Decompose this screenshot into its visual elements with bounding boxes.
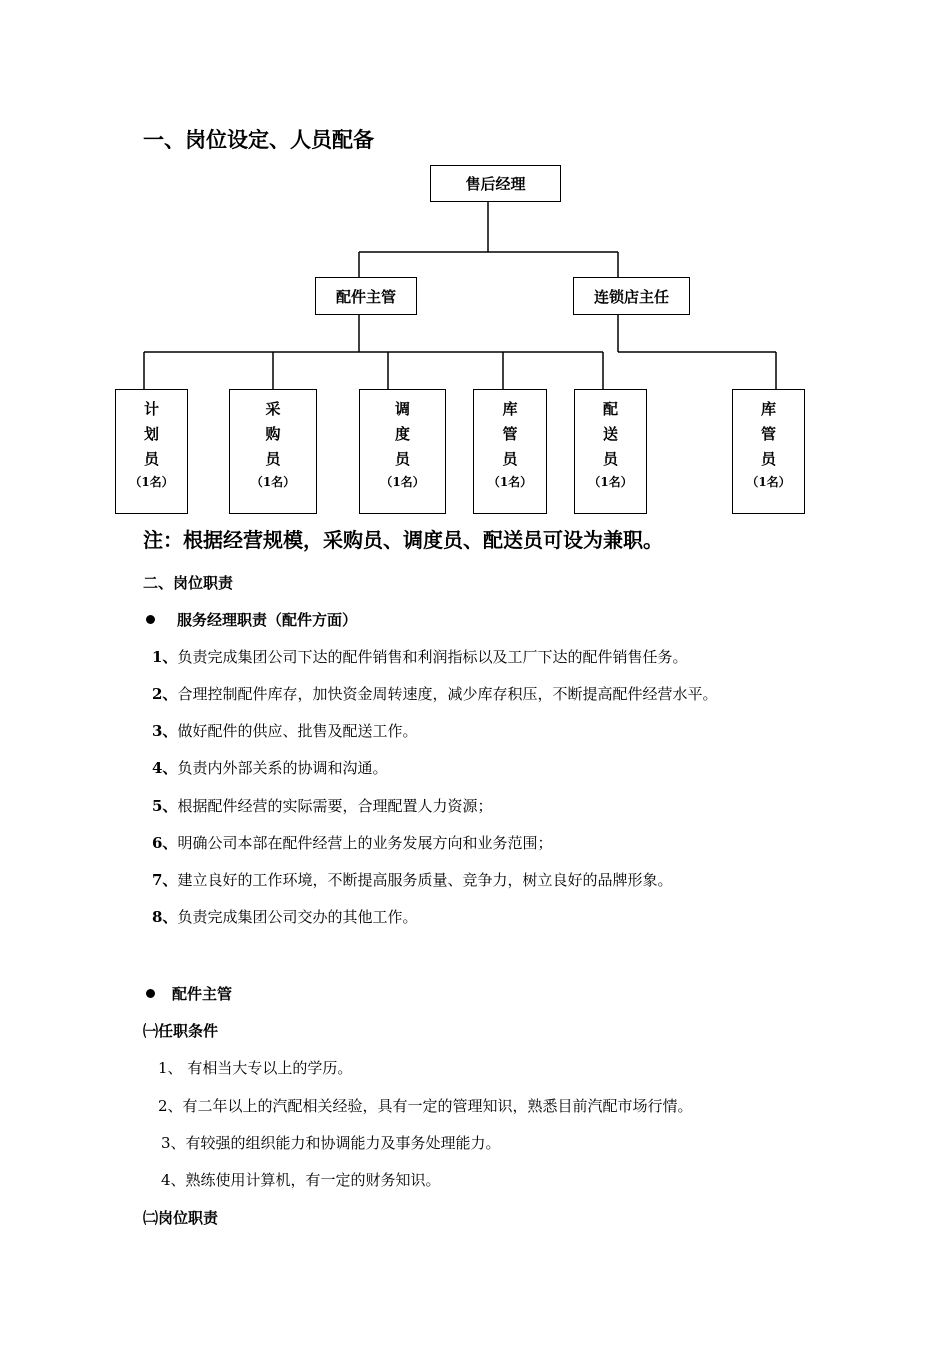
org-box-delivery: 配 送 员 （1名） [574, 389, 647, 514]
qualification-item: 4、熟练使用计算机，有一定的财务知识。 [161, 1171, 441, 1189]
manager-duty-item: 7、建立良好的工作环境，不断提高服务质量、竞争力，树立良好的品牌形象。 [152, 871, 673, 889]
page-heading: 一、岗位设定、人员配备 [143, 127, 374, 152]
staffing-note: 注：根据经营规模，采购员、调度员、配送员可设为兼职。 [143, 528, 663, 552]
org-box-purchaser: 采 购 员 （1名） [229, 389, 317, 514]
qualifications-title: ㈠任职条件 [143, 1022, 219, 1040]
org-box-chain-store-director: 连锁店主任 [573, 277, 690, 315]
manager-duty-item: 2、合理控制配件库存，加快资金周转速度，减少库存积压，不断提高配件经营水平。 [152, 685, 718, 703]
manager-duty-item: 4、负责内外部关系的协调和沟通。 [152, 759, 388, 777]
org-box-parts-supervisor: 配件主管 [315, 277, 417, 315]
manager-duty-item: 3、做好配件的供应、批售及配送工作。 [152, 722, 418, 740]
manager-duty-item: 6、明确公司本部在配件经营上的业务发展方向和业务范围； [152, 834, 553, 852]
qualification-item: 1、 有相当大专以上的学历。 [158, 1059, 353, 1077]
bullet-icon [146, 615, 155, 624]
manager-duty-item: 8、负责完成集团公司交办的其他工作。 [152, 908, 418, 926]
supervisor-heading: 配件主管 [146, 983, 232, 1004]
section-two-title: 二、岗位职责 [143, 574, 234, 592]
manager-duty-item: 1、负责完成集团公司下达的配件销售和利润指标以及工厂下达的配件销售任务。 [152, 648, 688, 666]
manager-duty-item: 5、根据配件经营的实际需要，合理配置人力资源； [152, 797, 493, 815]
qualification-item: 3、有较强的组织能力和协调能力及事务处理能力。 [161, 1134, 501, 1152]
manager-duties-heading: 服务经理职责（配件方面） [146, 609, 357, 630]
supervisor-duties-title: ㈡岗位职责 [143, 1209, 219, 1227]
org-box-aftersales-manager: 售后经理 [430, 165, 561, 202]
qualification-item: 2、有二年以上的汽配相关经验，具有一定的管理知识，熟悉目前汽配市场行情。 [158, 1097, 693, 1115]
bullet-icon [146, 989, 155, 998]
org-box-dispatcher: 调 度 员 （1名） [359, 389, 446, 514]
org-box-planner: 计 划 员 （1名） [115, 389, 188, 514]
org-box-warehouse-keeper: 库 管 员 （1名） [473, 389, 547, 514]
org-box-store-warehouse-keeper: 库 管 员 （1名） [732, 389, 805, 514]
